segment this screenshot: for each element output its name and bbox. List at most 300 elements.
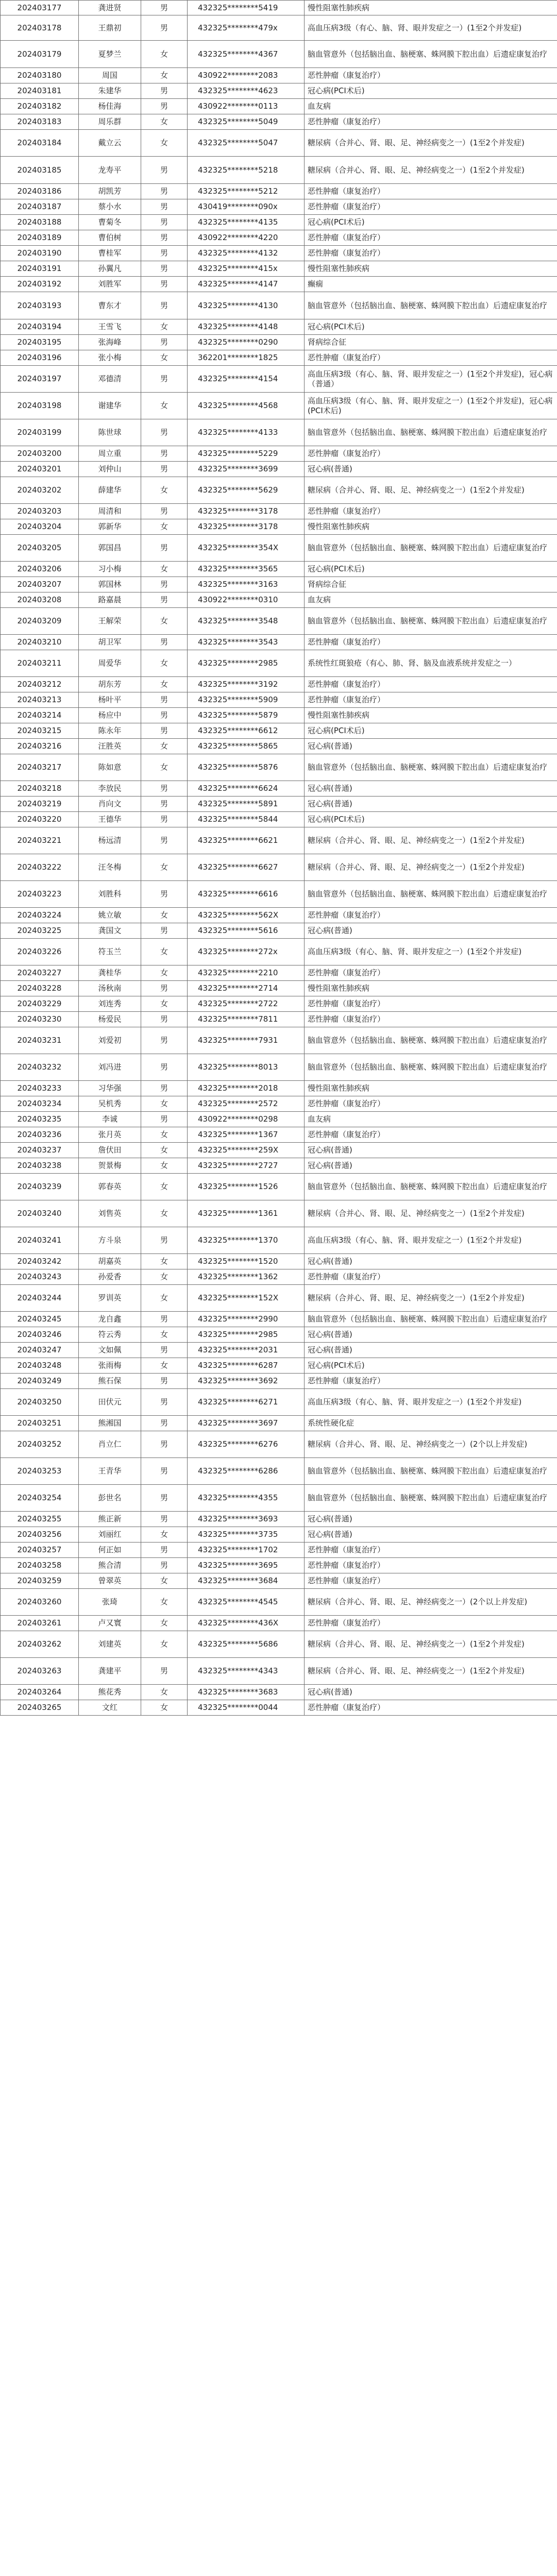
id-number-cell: 432325********5629	[188, 477, 305, 504]
id-number-cell: 432325********6612	[188, 723, 305, 739]
patient-name-cell: 陈如意	[79, 754, 141, 781]
id-number-cell: 432325********3548	[188, 608, 305, 635]
table-row	[1, 277, 557, 292]
gender-cell: 女	[141, 1616, 188, 1631]
disease-cell: 冠心病(PCI术后)	[305, 723, 557, 739]
record-id-cell: 202403263	[1, 1658, 79, 1685]
record-id-cell: 202403189	[1, 230, 79, 246]
record-id-cell: 202403203	[1, 504, 79, 519]
gender-cell: 男	[141, 577, 188, 592]
table-row	[1, 99, 557, 114]
disease-cell: 冠心病(普通)	[305, 1158, 557, 1174]
record-id-cell: 202403193	[1, 292, 79, 319]
table-row	[1, 1685, 557, 1700]
table-row	[1, 723, 557, 739]
patient-name-cell: 符云秀	[79, 1327, 141, 1343]
table-row	[1, 996, 557, 1012]
id-number-cell: 432325********3178	[188, 504, 305, 519]
gender-cell: 男	[141, 1, 188, 15]
patient-name-cell: 张琦	[79, 1589, 141, 1616]
disease-cell: 恶性肿瘤（康复治疗）	[305, 1096, 557, 1112]
disease-cell: 脑血管意外（包括脑出血、脑梗塞、蛛网膜下腔出血）后遗症康复治疗	[305, 41, 557, 68]
id-number-cell: 432325********5865	[188, 739, 305, 754]
disease-cell: 恶性肿瘤（康复治疗）	[305, 965, 557, 981]
id-number-cell: 432325********4568	[188, 393, 305, 419]
patient-name-cell: 龙自鑫	[79, 1312, 141, 1327]
gender-cell: 女	[141, 608, 188, 635]
table-row	[1, 812, 557, 827]
table-row	[1, 965, 557, 981]
id-number-cell: 432325********4147	[188, 277, 305, 292]
gender-cell: 男	[141, 83, 188, 99]
patient-name-cell: 李放民	[79, 781, 141, 796]
table-row	[1, 781, 557, 796]
patient-name-cell: 胡凯芳	[79, 184, 141, 199]
record-id-cell: 202403212	[1, 677, 79, 692]
record-id-cell: 202403225	[1, 923, 79, 939]
record-id-cell: 202403177	[1, 1, 79, 15]
table-row	[1, 1700, 557, 1716]
id-number-cell: 430922********0113	[188, 99, 305, 114]
disease-cell: 冠心病(普通)	[305, 781, 557, 796]
gender-cell: 女	[141, 1200, 188, 1227]
gender-cell: 女	[141, 1127, 188, 1143]
table-row	[1, 1200, 557, 1227]
id-number-cell: 432325********0044	[188, 1700, 305, 1716]
patient-name-cell: 符玉兰	[79, 939, 141, 965]
gender-cell: 男	[141, 157, 188, 184]
disease-cell: 冠心病(PCI术后)	[305, 319, 557, 335]
table-row	[1, 504, 557, 519]
record-id-cell: 202403234	[1, 1096, 79, 1112]
id-number-cell: 432325********6624	[188, 781, 305, 796]
patient-name-cell: 刘仲山	[79, 462, 141, 477]
table-row	[1, 157, 557, 184]
disease-cell: 恶性肿瘤（康复治疗）	[305, 1616, 557, 1631]
disease-cell: 恶性肿瘤（康复治疗）	[305, 114, 557, 130]
record-id-cell: 202403253	[1, 1458, 79, 1485]
table-row	[1, 1027, 557, 1054]
gender-cell: 女	[141, 1358, 188, 1374]
disease-cell: 癫痫	[305, 277, 557, 292]
id-number-cell: 432325********5419	[188, 1, 305, 15]
disease-cell: 血友病	[305, 592, 557, 608]
record-id-cell: 202403209	[1, 608, 79, 635]
record-id-cell: 202403222	[1, 854, 79, 881]
disease-cell: 冠心病(普通)	[305, 1143, 557, 1158]
gender-cell: 男	[141, 981, 188, 996]
patient-name-cell: 邓德清	[79, 366, 141, 393]
gender-cell: 男	[141, 1485, 188, 1512]
record-id-cell: 202403217	[1, 754, 79, 781]
id-number-cell: 432325********2714	[188, 981, 305, 996]
table-row	[1, 739, 557, 754]
id-number-cell: 432325********5909	[188, 692, 305, 708]
record-id-cell: 202403211	[1, 650, 79, 677]
id-number-cell: 432325********2990	[188, 1312, 305, 1327]
gender-cell: 男	[141, 1054, 188, 1081]
patient-name-cell: 王青华	[79, 1458, 141, 1485]
patient-name-cell: 周乐群	[79, 114, 141, 130]
patient-name-cell: 杨应中	[79, 708, 141, 723]
patient-name-cell: 郭春英	[79, 1174, 141, 1200]
patient-name-cell: 詹伏田	[79, 1143, 141, 1158]
table-row	[1, 796, 557, 812]
table-row	[1, 1285, 557, 1312]
disease-cell: 恶性肿瘤（康复治疗）	[305, 1700, 557, 1716]
patient-name-cell: 夏梦兰	[79, 41, 141, 68]
id-number-cell: 432325********2031	[188, 1343, 305, 1358]
record-id-cell: 202403224	[1, 908, 79, 923]
disease-cell: 恶性肿瘤（康复治疗）	[305, 1558, 557, 1573]
table-row	[1, 184, 557, 199]
table-row	[1, 692, 557, 708]
record-id-cell: 202403199	[1, 419, 79, 446]
id-number-cell: 432325********415x	[188, 261, 305, 277]
gender-cell: 女	[141, 114, 188, 130]
id-number-cell: 432325********259X	[188, 1143, 305, 1158]
table-row	[1, 1327, 557, 1343]
disease-cell: 冠心病(PCI术后)	[305, 562, 557, 577]
disease-cell: 脑血管意外（包括脑出血、脑梗塞、蛛网膜下腔出血）后遗症康复治疗	[305, 1312, 557, 1327]
disease-cell: 恶性肿瘤（康复治疗）	[305, 230, 557, 246]
table-row	[1, 1081, 557, 1096]
gender-cell: 男	[141, 881, 188, 908]
id-number-cell: 432325********1362	[188, 1269, 305, 1285]
disease-cell: 慢性阻塞性肺疾病	[305, 1081, 557, 1096]
disease-cell: 血友病	[305, 1112, 557, 1127]
patient-name-cell: 张月英	[79, 1127, 141, 1143]
disease-cell: 冠心病(普通)	[305, 1512, 557, 1527]
patient-name-cell: 熊花秀	[79, 1685, 141, 1700]
record-id-cell: 202403215	[1, 723, 79, 739]
patient-name-cell: 汪胜英	[79, 739, 141, 754]
disease-cell: 冠心病(PCI术后)	[305, 215, 557, 230]
gender-cell: 女	[141, 319, 188, 335]
table-row	[1, 908, 557, 923]
id-number-cell: 432325********4343	[188, 1658, 305, 1685]
gender-cell: 男	[141, 335, 188, 350]
table-row	[1, 677, 557, 692]
gender-cell: 男	[141, 692, 188, 708]
gender-cell: 男	[141, 230, 188, 246]
id-number-cell: 432325********5047	[188, 130, 305, 157]
disease-cell: 冠心病(PCI术后)	[305, 1358, 557, 1374]
patient-name-cell: 田伏元	[79, 1389, 141, 1416]
record-id-cell: 202403181	[1, 83, 79, 99]
disease-cell: 肾病综合征	[305, 577, 557, 592]
disease-cell: 恶性肿瘤（康复治疗）	[305, 184, 557, 199]
table-row	[1, 68, 557, 83]
record-id-cell: 202403205	[1, 535, 79, 562]
gender-cell: 男	[141, 199, 188, 215]
record-id-cell: 202403249	[1, 1374, 79, 1389]
gender-cell: 男	[141, 215, 188, 230]
gender-cell: 男	[141, 292, 188, 319]
patient-name-cell: 杨爱民	[79, 1012, 141, 1027]
disease-cell: 高血压病3级（有心、脑、肾、眼并发症之一）(1至2个并发症)	[305, 15, 557, 41]
patient-name-cell: 曹伯树	[79, 230, 141, 246]
disease-cell: 冠心病(PCI术后)	[305, 83, 557, 99]
gender-cell: 男	[141, 723, 188, 739]
record-id-cell: 202403233	[1, 1081, 79, 1096]
disease-cell: 慢性阻塞性肺疾病	[305, 708, 557, 723]
patient-name-cell: 曹东才	[79, 292, 141, 319]
record-id-cell: 202403259	[1, 1573, 79, 1589]
gender-cell: 男	[141, 504, 188, 519]
patient-name-cell: 周清和	[79, 504, 141, 519]
table-row	[1, 881, 557, 908]
disease-cell: 慢性阻塞性肺疾病	[305, 261, 557, 277]
table-row	[1, 114, 557, 130]
patient-name-cell: 卢又寰	[79, 1616, 141, 1631]
disease-cell: 脑血管意外（包括脑出血、脑梗塞、蛛网膜下腔出血）后遗症康复治疗	[305, 1054, 557, 1081]
gender-cell: 男	[141, 1027, 188, 1054]
gender-cell: 女	[141, 754, 188, 781]
id-number-cell: 432325********4135	[188, 215, 305, 230]
disease-cell: 恶性肿瘤（康复治疗）	[305, 1543, 557, 1558]
patient-name-cell: 曾翠英	[79, 1573, 141, 1589]
disease-cell: 糖尿病（合并心、肾、眼、足、神经病变之一）(1至2个并发症)	[305, 1200, 557, 1227]
patient-name-cell: 何正如	[79, 1543, 141, 1558]
table-row	[1, 1573, 557, 1589]
table-row	[1, 1343, 557, 1358]
record-id-cell: 202403185	[1, 157, 79, 184]
record-id-cell: 202403213	[1, 692, 79, 708]
record-id-cell: 202403265	[1, 1700, 79, 1716]
id-number-cell: 430922********4220	[188, 230, 305, 246]
id-number-cell: 432325********3692	[188, 1374, 305, 1389]
disease-cell: 恶性肿瘤（康复治疗）	[305, 1127, 557, 1143]
patient-name-cell: 路嘉晨	[79, 592, 141, 608]
id-number-cell: 432325********1526	[188, 1174, 305, 1200]
gender-cell: 男	[141, 99, 188, 114]
record-id-cell: 202403207	[1, 577, 79, 592]
record-id-cell: 202403214	[1, 708, 79, 723]
record-id-cell: 202403219	[1, 796, 79, 812]
record-id-cell: 202403248	[1, 1358, 79, 1374]
id-number-cell: 432325********2722	[188, 996, 305, 1012]
record-id-cell: 202403229	[1, 996, 79, 1012]
table-row	[1, 1416, 557, 1431]
record-id-cell: 202403180	[1, 68, 79, 83]
id-number-cell: 432325********3192	[188, 677, 305, 692]
patient-name-cell: 姚立敏	[79, 908, 141, 923]
disease-cell: 脑血管意外（包括脑出血、脑梗塞、蛛网膜下腔出血）后遗症康复治疗	[305, 1174, 557, 1200]
patient-name-cell: 龚进贤	[79, 1, 141, 15]
record-id-cell: 202403241	[1, 1227, 79, 1254]
id-number-cell: 432325********4623	[188, 83, 305, 99]
disease-cell: 冠心病(普通)	[305, 1685, 557, 1700]
id-number-cell: 432325********2018	[188, 1081, 305, 1096]
patient-name-cell: 陈永年	[79, 723, 141, 739]
id-number-cell: 432325********3163	[188, 577, 305, 592]
gender-cell: 女	[141, 908, 188, 923]
gender-cell: 男	[141, 635, 188, 650]
id-number-cell: 432325********436X	[188, 1616, 305, 1631]
id-number-cell: 432325********0290	[188, 335, 305, 350]
gender-cell: 女	[141, 68, 188, 83]
patient-name-cell: 文红	[79, 1700, 141, 1716]
table-row	[1, 1227, 557, 1254]
table-row	[1, 1658, 557, 1685]
record-id-cell: 202403188	[1, 215, 79, 230]
gender-cell: 男	[141, 1312, 188, 1327]
gender-cell: 女	[141, 130, 188, 157]
disease-cell: 糖尿病（合并心、肾、眼、足、神经病变之一）(1至2个并发症)	[305, 827, 557, 854]
patient-table-body	[1, 1, 557, 1716]
table-row	[1, 577, 557, 592]
id-number-cell: 432325********4132	[188, 246, 305, 261]
patient-name-cell: 周立重	[79, 446, 141, 462]
patient-name-cell: 熊湘国	[79, 1416, 141, 1431]
gender-cell: 女	[141, 1158, 188, 1174]
gender-cell: 女	[141, 1527, 188, 1543]
patient-name-cell: 胡嘉英	[79, 1254, 141, 1269]
gender-cell: 女	[141, 562, 188, 577]
gender-cell: 女	[141, 739, 188, 754]
id-number-cell: 432325********3543	[188, 635, 305, 650]
patient-name-cell: 刘建英	[79, 1631, 141, 1658]
disease-cell: 冠心病(普通)	[305, 1254, 557, 1269]
record-id-cell: 202403242	[1, 1254, 79, 1269]
table-row	[1, 1, 557, 15]
patient-name-cell: 戴立云	[79, 130, 141, 157]
table-row	[1, 1143, 557, 1158]
gender-cell: 男	[141, 708, 188, 723]
gender-cell: 男	[141, 462, 188, 477]
gender-cell: 男	[141, 1343, 188, 1358]
id-number-cell: 432325********5616	[188, 923, 305, 939]
table-row	[1, 1616, 557, 1631]
record-id-cell: 202403218	[1, 781, 79, 796]
disease-cell: 冠心病(普通)	[305, 1527, 557, 1543]
id-number-cell: 432325********4154	[188, 366, 305, 393]
record-id-cell: 202403223	[1, 881, 79, 908]
gender-cell: 男	[141, 15, 188, 41]
disease-cell: 脑血管意外（包括脑出血、脑梗塞、蛛网膜下腔出血）后遗症康复治疗	[305, 881, 557, 908]
gender-cell: 女	[141, 1096, 188, 1112]
table-row	[1, 535, 557, 562]
id-number-cell: 432325********1361	[188, 1200, 305, 1227]
table-row	[1, 1512, 557, 1527]
record-id-cell: 202403179	[1, 41, 79, 68]
table-row	[1, 1096, 557, 1112]
record-id-cell: 202403232	[1, 1054, 79, 1081]
id-number-cell: 432325********1520	[188, 1254, 305, 1269]
record-id-cell: 202403186	[1, 184, 79, 199]
patient-name-cell: 贺景梅	[79, 1158, 141, 1174]
table-row	[1, 562, 557, 577]
record-id-cell: 202403226	[1, 939, 79, 965]
record-id-cell: 202403240	[1, 1200, 79, 1227]
table-row	[1, 1054, 557, 1081]
id-number-cell: 432325********152X	[188, 1285, 305, 1312]
record-id-cell: 202403251	[1, 1416, 79, 1431]
table-row	[1, 419, 557, 446]
disease-cell: 恶性肿瘤（康复治疗）	[305, 908, 557, 923]
table-row	[1, 923, 557, 939]
record-id-cell: 202403178	[1, 15, 79, 41]
disease-cell: 糖尿病（合并心、肾、眼、足、神经病变之一）(1至2个并发症)	[305, 1658, 557, 1685]
id-number-cell: 432325********8013	[188, 1054, 305, 1081]
disease-cell: 脑血管意外（包括脑出血、脑梗塞、蛛网膜下腔出血）后遗症康复治疗	[305, 1485, 557, 1512]
id-number-cell: 432325********3695	[188, 1558, 305, 1573]
gender-cell: 女	[141, 1685, 188, 1700]
gender-cell: 女	[141, 350, 188, 366]
record-id-cell: 202403260	[1, 1589, 79, 1616]
table-row	[1, 350, 557, 366]
record-id-cell: 202403236	[1, 1127, 79, 1143]
id-number-cell: 430922********2083	[188, 68, 305, 83]
id-number-cell: 432325********2572	[188, 1096, 305, 1112]
record-id-cell: 202403191	[1, 261, 79, 277]
disease-cell: 恶性肿瘤（康复治疗）	[305, 1012, 557, 1027]
id-number-cell: 432325********5891	[188, 796, 305, 812]
disease-cell: 冠心病(普通)	[305, 739, 557, 754]
disease-cell: 恶性肿瘤（康复治疗）	[305, 68, 557, 83]
id-number-cell: 432325********3683	[188, 1685, 305, 1700]
gender-cell: 男	[141, 1558, 188, 1573]
table-row	[1, 854, 557, 881]
record-id-cell: 202403202	[1, 477, 79, 504]
record-id-cell: 202403210	[1, 635, 79, 650]
id-number-cell: 362201********1825	[188, 350, 305, 366]
disease-cell: 糖尿病（合并心、肾、眼、足、神经病变之一）(1至2个并发症)	[305, 1285, 557, 1312]
record-id-cell: 202403230	[1, 1012, 79, 1027]
id-number-cell: 432325********2985	[188, 1327, 305, 1343]
patient-name-cell: 李诚	[79, 1112, 141, 1127]
gender-cell: 女	[141, 1285, 188, 1312]
disease-cell: 系统性红斑狼疮（有心、肺、肾、脑及血液系统并发症之一）	[305, 650, 557, 677]
table-row	[1, 1254, 557, 1269]
record-id-cell: 202403254	[1, 1485, 79, 1512]
id-number-cell: 432325********3699	[188, 462, 305, 477]
table-row	[1, 1012, 557, 1027]
table-row	[1, 215, 557, 230]
gender-cell: 女	[141, 939, 188, 965]
gender-cell: 男	[141, 1543, 188, 1558]
id-number-cell: 432325********5844	[188, 812, 305, 827]
disease-cell: 慢性阻塞性肺疾病	[305, 1, 557, 15]
record-id-cell: 202403195	[1, 335, 79, 350]
gender-cell: 男	[141, 1512, 188, 1527]
disease-cell: 冠心病(普通)	[305, 923, 557, 939]
record-id-cell: 202403258	[1, 1558, 79, 1573]
record-id-cell: 202403182	[1, 99, 79, 114]
gender-cell: 女	[141, 1174, 188, 1200]
table-row	[1, 199, 557, 215]
id-number-cell: 432325********4367	[188, 41, 305, 68]
gender-cell: 女	[141, 1631, 188, 1658]
patient-name-cell: 张海峰	[79, 335, 141, 350]
patient-name-cell: 熊合清	[79, 1558, 141, 1573]
patient-name-cell: 龚桂华	[79, 965, 141, 981]
patient-name-cell: 谢建华	[79, 393, 141, 419]
patient-name-cell: 孙爱香	[79, 1269, 141, 1285]
id-number-cell: 432325********5876	[188, 754, 305, 781]
patient-name-cell: 肖向文	[79, 796, 141, 812]
table-row	[1, 1174, 557, 1200]
disease-cell: 冠心病(普通)	[305, 796, 557, 812]
gender-cell: 男	[141, 796, 188, 812]
table-row	[1, 1527, 557, 1543]
record-id-cell: 202403201	[1, 462, 79, 477]
table-row	[1, 83, 557, 99]
gender-cell: 男	[141, 1458, 188, 1485]
record-id-cell: 202403227	[1, 965, 79, 981]
gender-cell: 男	[141, 184, 188, 199]
